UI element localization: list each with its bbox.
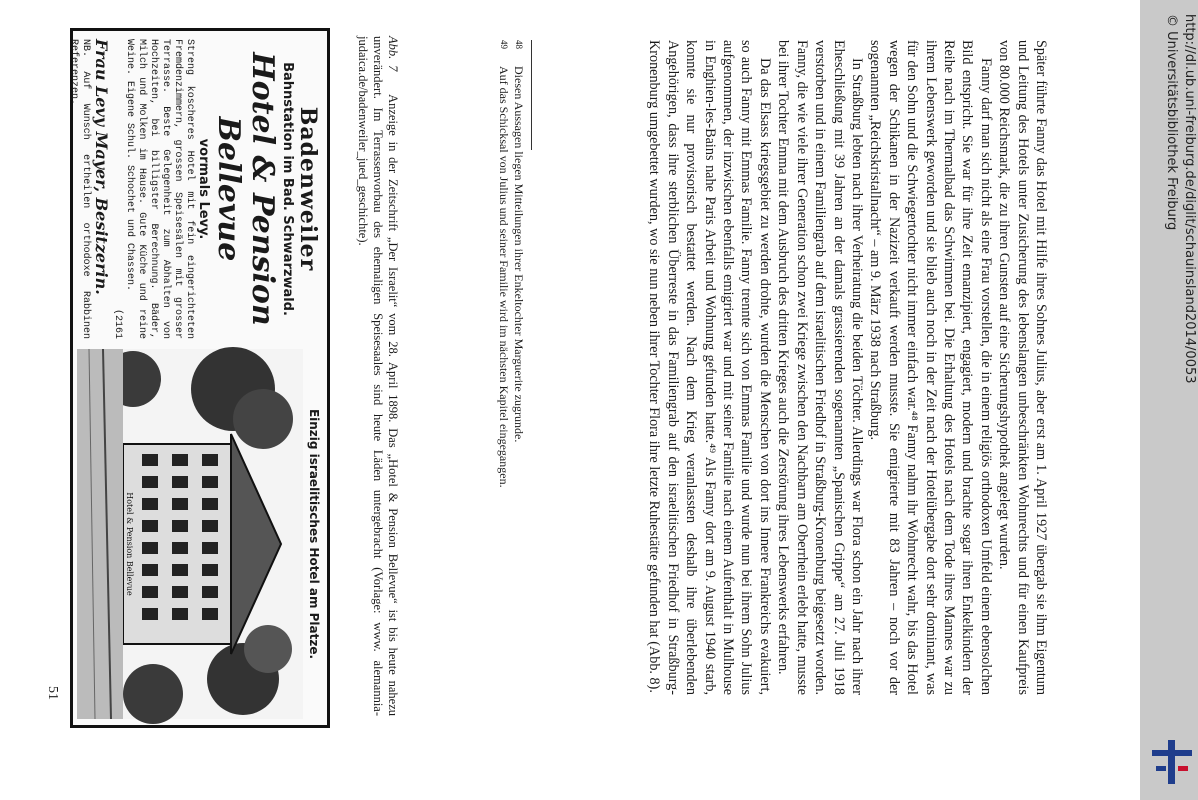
ad-illustration-caption: Einzig israelitisches Hotel am Platze.: [307, 408, 321, 660]
paragraph-3: In Straßburg lebten nach ihrer Verheiratung die beiden Töchter. Allerdings war Flora schon ein Jahr nach ihrer Eheschließung mit 39 Jahren an der damals grassierenden sogenannten „Spanischen Grippe“ am 27. Juli 1918 verstorben und in einem Familiengrab auf dem israelitischen Friedhof in Straßburg-Kronenburg beigesetzt worden. Fanny, die wie viele ihrer Generation schon zwei Kriege zwischen den Nachbarn am Oberrhein erlebt hatte, musste bei ihrer Tochter Emma mit dem Ausbruch des dritten Krieges auch die Zerstörung ihres Lebenswerks erfahren.: [775, 40, 865, 695]
repository-strip-text: [1140, 0, 1198, 800]
ad-code: (2161: [112, 308, 123, 339]
ub-freiburg-logo-icon: [1152, 740, 1192, 784]
paragraph-2: Fanny darf man sich nicht als eine Frau vorstellen, die in einem religiös orthodoxen Umfeld einem ebensolchen Bild entspricht. Sie war für ihre Zeit emanzipiert, engagiert, modern und brachte sogar ihren Enkelkindern der Reihe nach im Thermalbad das Schwimmen bei. Die Erhaltung des Hotels nach dem Tode ihres Mannes war zu ihrem Lebenswerk geworden und sie blieb auch noch in der Zeit nach der Hotelübergabe dort sehr dominant, was für den Sohn und die Schwiegertochter nicht immer einfach war.⁴⁸ Fanny nahm ihr Wohnrecht wahr, bis das Hotel wegen der Schikanen in der Nazizeit verkauft werden musste. Sie emigrierte mit 83 Jahren – noch vor der sogenannten „Reichskristallnacht“ – am 9. März 1938 nach Straßburg.: [867, 40, 994, 695]
figure-caption-text: Anzeige in der Zeitschrift „Der Israelit“ vom 28. April 1898. Das „Hotel & Pension Bellevue“ ist bis heute nahezu unverändert. Im Terrassenvorbau des ehemaligen Speisesaales sind heute Läden untergebracht (Vorlage: www. alemannia-judaica.de/badenweiler_jued_geschichte).: [356, 36, 400, 716]
paragraph-4: Da das Elsass kriegsgebiet zu werden drohte, wurden die Menschen von dort ins Innere Frankreichs evakuiert, so auch Fanny mit Emmas Familie. Fanny trennte sich von Emmas Familie und wurde nun bei ihrem Sohn Julius aufgenommen, der inzwischen ebenfalls emigriert war und mit seiner Familie nach einem Aufenthalt in Mulhouse in Enghien-les-Bains nahe Paris Arbeit und Wohnung gefunden hatte.⁴⁹ Als Fanny dort am 9. August 1940 starb, konnte sie nur provisorisch bestattet werden. Nach dem Krieg veranlassten deshalb ihre überlebenden Angehörigen, dass ihre sterblichen Überreste in das Familiengrab auf den israelitischen Friedhof in Straßburg-Kronenburg umgebettet wurden, wo sie nun neben ihrer Tochter Flora ihre letzte Ruhestätte gefunden hat (Abb. 8).: [646, 40, 773, 695]
advertisement-text-block: [68, 39, 321, 339]
footnote-number: 48: [514, 40, 524, 49]
ad-former-owner: vormals Levy.: [196, 138, 211, 240]
advertisement-image: [70, 28, 330, 728]
footnote-48: [511, 40, 526, 695]
footnote-text: Diesen Aussagen liegen Mitteilungen ihrer Enkeltochter Marguerite zugrunde.: [512, 66, 526, 443]
engraving-sign: Hotel & Pension Bellevue: [125, 492, 134, 596]
paragraph-1: Später führte Fanny das Hotel mit Hilfe ihres Sohnes Julius, aber erst am 1. April 1927 übergab sie ihm Eigentum und Leitung des Hotels unter Zusicherung des lebenslangen unbeschränkten Wohnrechts und für einen Kaufpreis von 80.000 Reichsmark, die zu ihren Gunsten auf eine Sicherungshypothek angelegt wurden.: [996, 40, 1049, 695]
ad-description: Streng koscheres Hotel mit fein eingerichteten Fremdenzimmern, grossen Speisesälen mit grosser Terrasse. Beste Gelegenheit zum Abhalten von Hochzeiten, bei billigster Berechnung. Bäder, Milch und Molken im Hause. Gute Küche und reine Weine. Eigene Schul. Schochet und Chassen.: [124, 39, 195, 339]
footnote-number: 49: [499, 40, 509, 49]
hotel-engraving-icon: [77, 349, 303, 719]
ad-town-heading: Badenweiler: [295, 106, 321, 272]
footnote-49: [496, 40, 511, 695]
advertisement-illustration: [77, 349, 321, 719]
repository-url-link[interactable]: http://dl.ub.uni-freiburg.de/diglit/schauinsland2014/0053: [1182, 14, 1197, 384]
ad-hotel-name: Hotel & Pension Bellevue: [211, 52, 280, 326]
ad-subheading: Bahnstation im Bad. Schwarzwald.: [280, 62, 295, 316]
body-text: [645, 40, 1050, 695]
footnotes: [496, 40, 526, 695]
figure-label: Abb. 7: [386, 36, 400, 72]
repository-copyright: © Universitätsbibliothek Freiburg: [1164, 14, 1179, 231]
page-number: 51: [45, 686, 60, 700]
ad-nb-note: NB. Auf Wunsch ertheilen orthodoxe Rabbinen Referenzen.: [68, 39, 91, 339]
figure-caption: [355, 36, 400, 716]
footnote-text: Auf das Schicksal von Julius und seiner Familie wird im nächsten Kapitel eingegangen.: [497, 66, 511, 488]
footnote-divider: [531, 40, 532, 150]
ad-owner: Frau Levy Mayer, Besitzerin.: [92, 39, 111, 295]
